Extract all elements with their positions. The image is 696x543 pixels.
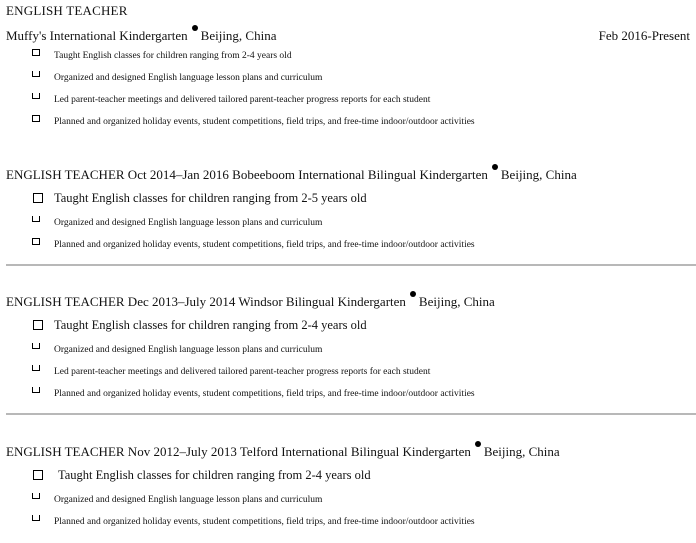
duty-text: Taught English classes for children ranging from 2-4 years old bbox=[54, 51, 292, 61]
job-location: Beijing, China bbox=[500, 167, 577, 182]
checkbox-bullet-icon bbox=[32, 93, 40, 99]
job-header-text: ENGLISH TEACHER Dec 2013–July 2014 Windsor Bilingual Kindergarten bbox=[6, 294, 406, 309]
job-entry-bobeeboom bbox=[6, 167, 696, 256]
checkbox-bullet-icon bbox=[32, 493, 40, 499]
bullet-dot-icon bbox=[475, 441, 481, 447]
duty-text: Organized and designed English language lesson plans and curriculum bbox=[54, 495, 323, 505]
job-date: Feb 2016-Present bbox=[598, 28, 690, 43]
checkbox-bullet-icon bbox=[32, 216, 40, 222]
checkbox-bullet-icon bbox=[32, 115, 40, 122]
job-header-line bbox=[6, 167, 696, 183]
duty-list bbox=[6, 185, 696, 256]
checkbox-bullet-icon bbox=[33, 470, 43, 480]
section-divider bbox=[6, 413, 696, 415]
job-header-text: ENGLISH TEACHER Oct 2014–Jan 2016 Bobeeboom International Bilingual Kindergarten bbox=[6, 167, 488, 182]
list-item bbox=[6, 234, 696, 256]
checkbox-bullet-icon bbox=[33, 320, 43, 330]
list-item bbox=[6, 212, 696, 234]
duty-list bbox=[6, 462, 696, 533]
job-title: ENGLISH TEACHER bbox=[6, 3, 128, 18]
duty-text: Organized and designed English language lesson plans and curriculum bbox=[54, 345, 323, 355]
checkbox-bullet-icon bbox=[32, 515, 40, 521]
bullet-dot-icon bbox=[410, 291, 416, 297]
bullet-dot-icon bbox=[192, 25, 198, 31]
checkbox-bullet-icon bbox=[32, 238, 40, 245]
job-header-text: ENGLISH TEACHER Nov 2012–July 2013 Telford International Bilingual Kindergarten bbox=[6, 444, 471, 459]
job-entry-telford bbox=[6, 444, 696, 533]
duty-text: Taught English classes for children ranging from 2-5 years old bbox=[54, 191, 367, 205]
duty-text: Planned and organized holiday events, student competitions, field trips, and free-time indoor/outdoor activities bbox=[54, 117, 475, 127]
job-entry-windsor bbox=[6, 294, 696, 405]
duty-text: Led parent-teacher meetings and delivered tailored parent-teacher progress reports for each student bbox=[54, 367, 431, 377]
duty-text: Led parent-teacher meetings and delivered tailored parent-teacher progress reports for each student bbox=[54, 95, 431, 105]
list-item bbox=[6, 462, 696, 489]
job-heading bbox=[6, 3, 696, 19]
duty-list bbox=[6, 312, 696, 405]
job-location: Beijing, China bbox=[418, 294, 495, 309]
duty-text: Planned and organized holiday events, student competitions, field trips, and free-time indoor/outdoor activities bbox=[54, 517, 475, 527]
checkbox-bullet-icon bbox=[33, 193, 43, 203]
list-item bbox=[6, 89, 696, 111]
job-header-line bbox=[6, 444, 696, 460]
job-header-line bbox=[6, 28, 696, 44]
duty-text: Organized and designed English language lesson plans and curriculum bbox=[54, 73, 323, 83]
list-item bbox=[6, 185, 696, 212]
duty-list bbox=[6, 45, 696, 133]
bullet-dot-icon bbox=[492, 164, 498, 170]
list-item bbox=[6, 111, 696, 133]
checkbox-bullet-icon bbox=[32, 365, 40, 371]
section-divider bbox=[6, 264, 696, 266]
duty-text: Organized and designed English language lesson plans and curriculum bbox=[54, 218, 323, 228]
list-item bbox=[6, 45, 696, 67]
job-header-line bbox=[6, 294, 696, 310]
list-item bbox=[6, 312, 696, 339]
employer-name: Muffy's International Kindergarten bbox=[6, 28, 188, 43]
checkbox-bullet-icon bbox=[32, 387, 40, 393]
duty-text: Taught English classes for children ranging from 2-4 years old bbox=[58, 468, 371, 482]
list-item bbox=[6, 339, 696, 361]
list-item bbox=[6, 383, 696, 405]
list-item bbox=[6, 511, 696, 533]
checkbox-bullet-icon bbox=[32, 49, 40, 56]
checkbox-bullet-icon bbox=[32, 343, 40, 349]
checkbox-bullet-icon bbox=[32, 71, 40, 77]
list-item bbox=[6, 67, 696, 89]
list-item bbox=[6, 361, 696, 383]
duty-text: Planned and organized holiday events, student competitions, field trips, and free-time indoor/outdoor activities bbox=[54, 240, 475, 250]
job-location: Beijing, China bbox=[483, 444, 560, 459]
duty-text: Planned and organized holiday events, student competitions, field trips, and free-time indoor/outdoor activities bbox=[54, 389, 475, 399]
duty-text: Taught English classes for children ranging from 2-4 years old bbox=[54, 318, 367, 332]
job-location: Beijing, China bbox=[200, 28, 277, 43]
list-item bbox=[6, 489, 696, 511]
job-entry-muffys bbox=[6, 28, 696, 133]
